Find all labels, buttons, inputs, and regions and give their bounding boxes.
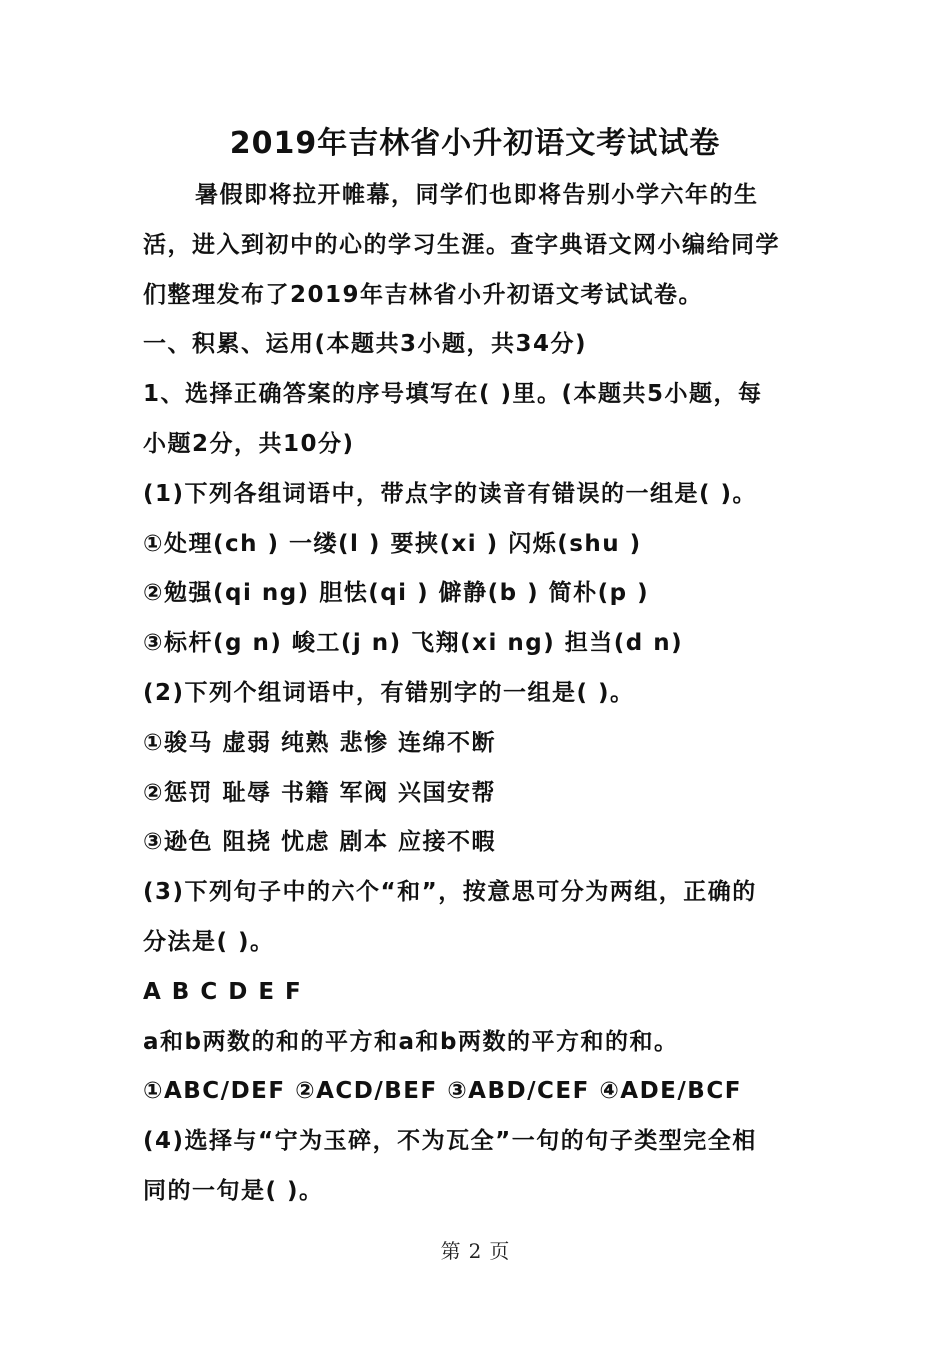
option-line: ①ABC/DEF ②ACD/BEF ③ABD/CEF ④ADE/BCF	[143, 1078, 742, 1105]
sentence-line: a和b两数的和的平方和a和b两数的平方和的和。	[143, 1028, 679, 1055]
question-line: 1、选择正确答案的序号填写在( )里。(本题共5小题，每	[143, 381, 763, 408]
section-heading: 一、积累、运用(本题共3小题，共34分)	[143, 331, 588, 358]
footer-suffix: 页	[489, 1239, 510, 1263]
question-line: (1)下列各组词语中，带点字的读音有错误的一组是( )。	[143, 480, 758, 507]
page-title: 2019年吉林省小升初语文考试试卷	[229, 126, 721, 161]
question-line: (3)下列句子中的六个“和”，按意思可分为两组，正确的	[143, 879, 757, 906]
option-line: ③标杆(g n) 峻工(j n) 飞翔(xi ng) 担当(d n)	[143, 630, 684, 657]
question-line: (2)下列个组词语中，有错别字的一组是( )。	[143, 679, 635, 706]
page-number: 2	[468, 1239, 482, 1263]
footer-prefix: 第	[440, 1239, 461, 1263]
document-body	[143, 171, 823, 1217]
question-line: (4)选择与“宁为玉碎，不为瓦全”一句的句子类型完全相	[143, 1128, 757, 1155]
question-line: 同的一句是( )。	[143, 1177, 324, 1204]
option-line: ①骏马 虚弱 纯熟 悲惨 连绵不断	[143, 729, 497, 756]
option-line: ①处理(ch ) 一缕(l ) 要挟(xi ) 闪烁(shu )	[143, 530, 642, 557]
question-line: 分法是( )。	[143, 928, 275, 955]
paragraph-line: 活，进入到初中的心的学习生涯。查字典语文网小编给同学	[143, 231, 780, 258]
option-line: ③逊色 阻挠 忧虑 剧本 应接不暇	[143, 829, 497, 856]
label-line: A B C D E F	[143, 978, 303, 1005]
option-line: ②勉强(qi ng) 胆怯(qi ) 僻静(b ) 简朴(p )	[143, 580, 650, 607]
page-footer	[0, 1236, 950, 1266]
paragraph-line: 暑假即将拉开帷幕，同学们也即将告别小学六年的生	[195, 182, 759, 208]
paragraph-line: 们整理发布了2019年吉林省小升初语文考试试卷。	[143, 281, 704, 308]
question-line: 小题2分，共10分)	[143, 430, 355, 457]
option-line: ②惩罚 耻辱 书籍 军阀 兴国安帮	[143, 779, 497, 806]
